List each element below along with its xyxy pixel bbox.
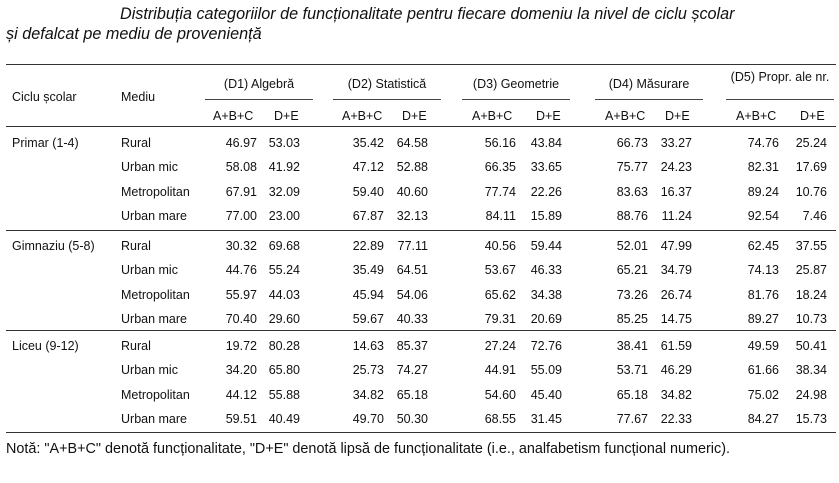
value-cell: 83.63: [616, 184, 648, 199]
subheader-nonfunctional: D+E: [665, 109, 690, 123]
value-cell: 37.55: [795, 239, 827, 253]
value-cell: 34.82: [660, 387, 692, 402]
value-cell: 54.60: [484, 387, 516, 402]
value-cell: 84.11: [485, 208, 516, 223]
value-cell: 34.20: [225, 363, 257, 378]
value-cell: 74.76: [747, 136, 779, 150]
value-cell: 38.41: [616, 339, 648, 353]
domain-underline: [726, 99, 834, 100]
value-cell: 55.88: [268, 387, 300, 402]
value-cell: 67.87: [352, 208, 384, 223]
value-cell: 40.49: [268, 411, 300, 426]
value-cell: 15.73: [795, 411, 827, 426]
value-cell: 54.06: [396, 287, 428, 302]
mediu-label: Rural: [121, 339, 151, 353]
domain-header: (D2) Statistică: [347, 77, 427, 91]
mediu-label: Urban mic: [121, 263, 178, 278]
value-cell: 55.24: [268, 263, 300, 278]
value-cell: 47.12: [352, 160, 384, 175]
mediu-label: Urban mic: [121, 160, 178, 175]
value-cell: 16.37: [660, 184, 692, 199]
value-cell: 77.11: [397, 239, 428, 253]
value-cell: 55.09: [530, 363, 562, 378]
domain-header: (D3) Geometrie: [472, 77, 560, 91]
subheader-nonfunctional: D+E: [274, 109, 299, 123]
value-cell: 74.13: [747, 263, 779, 278]
value-cell: 70.40: [225, 311, 257, 326]
value-cell: 75.02: [747, 387, 779, 402]
ciclu-label: Primar (1-4): [12, 136, 79, 150]
value-cell: 45.40: [530, 387, 562, 402]
value-cell: 65.21: [616, 263, 648, 278]
value-cell: 64.58: [396, 136, 428, 150]
ciclu-label: Gimnaziu (5-8): [12, 239, 95, 253]
value-cell: 25.73: [352, 363, 384, 378]
value-cell: 59.44: [530, 239, 562, 253]
title-line-1: Distribuția categoriilor de funcționalitate pentru fiecare domeniu la nivel de ciclu școlar: [120, 5, 735, 23]
value-cell: 33.65: [530, 160, 562, 175]
header-bottom-rule: [6, 126, 836, 127]
group-separator-rule: [6, 230, 836, 231]
value-cell: 22.89: [352, 239, 384, 253]
value-cell: 33.27: [660, 136, 692, 150]
subheader-functional: A+B+C: [213, 109, 254, 123]
value-cell: 19.72: [225, 339, 257, 353]
value-cell: 45.94: [352, 287, 384, 302]
value-cell: 77.00: [225, 208, 257, 223]
value-cell: 31.45: [530, 411, 562, 426]
mediu-label: Urban mic: [121, 363, 178, 378]
value-cell: 34.79: [660, 263, 692, 278]
table-bottom-rule: [6, 432, 836, 433]
value-cell: 20.69: [530, 311, 562, 326]
value-cell: 85.25: [616, 311, 648, 326]
value-cell: 65.80: [268, 363, 300, 378]
value-cell: 59.40: [352, 184, 384, 199]
value-cell: 89.24: [747, 184, 779, 199]
value-cell: 40.60: [396, 184, 428, 199]
value-cell: 53.67: [484, 263, 516, 278]
value-cell: 55.97: [225, 287, 257, 302]
value-cell: 32.09: [268, 184, 300, 199]
value-cell: 24.98: [795, 387, 827, 402]
value-cell: 44.03: [268, 287, 300, 302]
value-cell: 22.26: [530, 184, 562, 199]
table-title: [6, 4, 836, 44]
header-ciclu: Ciclu școlar: [12, 90, 77, 104]
value-cell: 61.59: [660, 339, 692, 353]
value-cell: 26.74: [660, 287, 692, 302]
value-cell: 73.26: [616, 287, 648, 302]
value-cell: 79.31: [484, 311, 516, 326]
value-cell: 77.74: [484, 184, 516, 199]
value-cell: 49.59: [747, 339, 779, 353]
value-cell: 53.71: [616, 363, 648, 378]
domain-header: (D5) Propr. ale nr.: [730, 70, 830, 84]
value-cell: 67.91: [225, 184, 257, 199]
value-cell: 52.01: [616, 239, 648, 253]
value-cell: 74.27: [396, 363, 428, 378]
value-cell: 10.73: [795, 311, 827, 326]
mediu-label: Urban mare: [121, 411, 187, 426]
subheader-functional: A+B+C: [736, 109, 777, 123]
value-cell: 27.24: [484, 339, 516, 353]
value-cell: 50.41: [795, 339, 827, 353]
value-cell: 40.33: [396, 311, 428, 326]
domain-header: (D1) Algebră: [223, 77, 295, 91]
value-cell: 49.70: [352, 411, 384, 426]
value-cell: 46.33: [530, 263, 562, 278]
value-cell: 53.03: [268, 136, 300, 150]
value-cell: 65.18: [616, 387, 648, 402]
value-cell: 34.82: [352, 387, 384, 402]
value-cell: 38.34: [795, 363, 827, 378]
value-cell: 14.63: [352, 339, 384, 353]
header-mediu: Mediu: [121, 90, 156, 104]
value-cell: 25.24: [795, 136, 827, 150]
value-cell: 17.69: [795, 160, 827, 175]
value-cell: 44.76: [225, 263, 257, 278]
value-cell: 72.76: [530, 339, 562, 353]
mediu-label: Rural: [121, 239, 151, 253]
subheader-functional: A+B+C: [472, 109, 513, 123]
mediu-label: Metropolitan: [121, 387, 190, 402]
value-cell: 69.68: [268, 239, 300, 253]
value-cell: 7.46: [802, 208, 827, 223]
value-cell: 81.76: [747, 287, 779, 302]
value-cell: 66.35: [484, 160, 516, 175]
value-cell: 34.38: [530, 287, 562, 302]
ciclu-label: Liceu (9-12): [12, 339, 79, 353]
domain-underline: [333, 99, 441, 100]
subheader-functional: A+B+C: [342, 109, 383, 123]
value-cell: 24.23: [660, 160, 692, 175]
title-line-2: și defalcat pe mediu de proveniență: [6, 25, 262, 43]
value-cell: 68.55: [484, 411, 516, 426]
subheader-nonfunctional: D+E: [536, 109, 561, 123]
value-cell: 35.49: [352, 263, 384, 278]
domain-header: (D4) Măsurare: [608, 77, 690, 91]
mediu-label: Metropolitan: [121, 287, 190, 302]
subheader-nonfunctional: D+E: [402, 109, 427, 123]
value-cell: 80.28: [268, 339, 300, 353]
mediu-label: Urban mare: [121, 208, 187, 223]
value-cell: 35.42: [352, 136, 384, 150]
value-cell: 40.56: [484, 239, 516, 253]
value-cell: 65.62: [484, 287, 516, 302]
value-cell: 30.32: [225, 239, 257, 253]
value-cell: 88.76: [616, 208, 648, 223]
value-cell: 75.77: [616, 160, 648, 175]
mediu-label: Metropolitan: [121, 184, 190, 199]
value-cell: 92.54: [747, 208, 779, 223]
value-cell: 64.51: [396, 263, 428, 278]
value-cell: 46.29: [660, 363, 692, 378]
value-cell: 62.45: [747, 239, 779, 253]
value-cell: 77.67: [616, 411, 648, 426]
domain-underline: [462, 99, 570, 100]
domain-underline: [595, 99, 703, 100]
value-cell: 18.24: [795, 287, 827, 302]
value-cell: 82.31: [747, 160, 779, 175]
mediu-label: Urban mare: [121, 311, 187, 326]
value-cell: 84.27: [747, 411, 779, 426]
value-cell: 23.00: [268, 208, 300, 223]
domain-underline: [205, 99, 313, 100]
value-cell: 44.12: [225, 387, 257, 402]
value-cell: 11.24: [661, 208, 692, 223]
value-cell: 10.76: [795, 184, 827, 199]
value-cell: 22.33: [660, 411, 692, 426]
value-cell: 52.88: [396, 160, 428, 175]
value-cell: 25.87: [795, 263, 827, 278]
value-cell: 59.67: [352, 311, 384, 326]
value-cell: 29.60: [268, 311, 300, 326]
value-cell: 46.97: [225, 136, 257, 150]
value-cell: 50.30: [396, 411, 428, 426]
value-cell: 41.92: [268, 160, 300, 175]
value-cell: 32.13: [396, 208, 428, 223]
value-cell: 61.66: [747, 363, 779, 378]
value-cell: 44.91: [484, 363, 516, 378]
value-cell: 14.75: [660, 311, 692, 326]
table-note: Notă: "A+B+C" denotă funcționalitate, "D+E" denotă lipsă de funcționalitate (i.e., analfabetism funcțional numeric).: [6, 441, 730, 457]
value-cell: 43.84: [530, 136, 562, 150]
value-cell: 15.89: [530, 208, 562, 223]
subheader-nonfunctional: D+E: [800, 109, 825, 123]
value-cell: 56.16: [484, 136, 516, 150]
value-cell: 58.08: [225, 160, 257, 175]
subheader-functional: A+B+C: [605, 109, 646, 123]
value-cell: 65.18: [396, 387, 428, 402]
group-separator-rule: [6, 330, 836, 331]
value-cell: 47.99: [660, 239, 692, 253]
table-top-rule: [6, 64, 836, 65]
value-cell: 66.73: [616, 136, 648, 150]
value-cell: 59.51: [225, 411, 257, 426]
value-cell: 85.37: [396, 339, 428, 353]
mediu-label: Rural: [121, 136, 151, 150]
value-cell: 89.27: [747, 311, 779, 326]
